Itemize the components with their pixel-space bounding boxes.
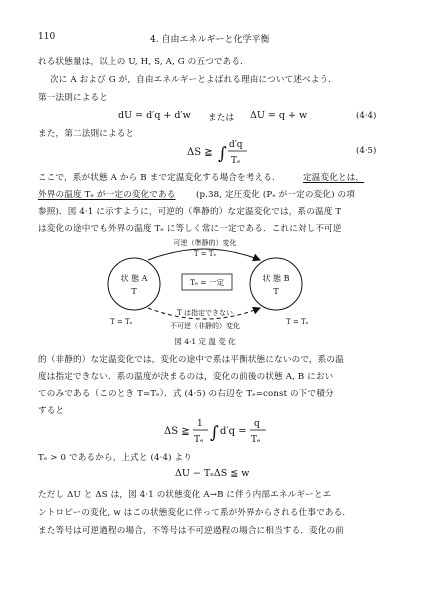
text-line: ここで，系が状態 A から B まで定温変化する場合を考える．	[38, 173, 281, 183]
text-line: ントロピーの変化, w はこの状態変化に伴って系が外界からされる仕事である．	[38, 508, 352, 518]
text-line-underlined: 外界の温度 Tₑ が一定の変化である	[38, 190, 176, 200]
integral-sign: ∫	[210, 423, 219, 443]
eq-lhs: ΔS ≧	[164, 426, 190, 437]
top-arrow-label-2: T = Tₑ	[193, 250, 217, 258]
eq-denominator: Tₑ	[231, 156, 241, 166]
eq-numerator: d′q	[229, 140, 243, 150]
text-line: 参照)．図 4·1 に示すように，可逆的（準静的）な定温変化では，系の温度 T	[38, 207, 342, 217]
state-b-temp: T	[273, 287, 279, 296]
eq-integrand: d′q =	[220, 426, 247, 437]
right-condition: T = Tₑ	[286, 318, 309, 326]
text-line: 度は指定できない．系の温度が決まるのは，変化の前後の状態 A, B におい	[38, 372, 334, 382]
figure-4-1	[90, 236, 340, 348]
state-b-circle	[250, 258, 302, 310]
equation-4-4-left: dU = d′q + d′w	[118, 110, 191, 121]
eq-rhs-denominator: Tₑ	[251, 435, 261, 445]
equation-4-5	[185, 135, 255, 167]
state-a-circle	[108, 258, 160, 310]
equation-final: ΔU − TₑΔS ≦ w	[175, 468, 250, 479]
equation-integrated	[162, 413, 272, 447]
figure-caption: 図 4·1 定 温 変 化	[174, 337, 236, 346]
equation-4-4-connector: または	[208, 113, 235, 123]
page-number: 110	[38, 32, 56, 42]
eq-rhs-numerator: q	[254, 419, 260, 429]
text-line: れる状態量は，以上の U, H, S, A, G の五つである．	[38, 57, 249, 67]
text-line: てのみである（このとき T=Tₑ）．式 (4·5) の右辺を Tₑ=const の下で積分	[38, 389, 334, 399]
text-line: 次に A および G が，自由エネルギーとよばれる理由について述べよう．	[50, 75, 338, 85]
eq-lhs: ΔS ≧	[187, 147, 213, 158]
state-b-label: 状 態 B	[262, 274, 290, 283]
text-line: Tₑ > 0 であるから，上式と (4·4) より	[38, 453, 193, 463]
chapter-title: 4. 自由エネルギーと化学平衡	[150, 35, 270, 45]
text-line: 第一法則によると	[38, 93, 108, 103]
text-line: また等号は可逆過程の場合，不等号は不可逆過程の場合に相当する．変化の前	[38, 526, 345, 536]
text-line: また，第二法則によると	[38, 129, 135, 139]
text-line: すると	[38, 406, 65, 416]
eq-coef-numerator: 1	[197, 419, 203, 429]
equation-number: (4·4)	[356, 111, 377, 121]
bottom-arrow-label-1: T は指定できない	[177, 309, 233, 317]
box-label: Tₑ = 一定	[190, 278, 224, 287]
text-line: 的（非静的）な定温変化では，変化の途中で系は平衡状態にないので，系の温	[38, 355, 344, 365]
eq-coef-denominator: Tₑ	[194, 435, 204, 445]
integral-sign: ∫	[218, 144, 227, 164]
state-a-temp: T	[131, 287, 137, 296]
top-arrow-label-1: 可逆（準静的）変化	[173, 239, 237, 247]
left-condition: T = Tₑ	[110, 318, 133, 326]
text-line-underlined: 定温変化とは，	[303, 173, 365, 183]
equation-number: (4·5)	[356, 146, 377, 156]
equation-4-4-right: ΔU = q + w	[250, 110, 308, 121]
text-line: (p.38, 定圧変化 (Pₑ が一定の変化) の項	[196, 190, 356, 200]
text-line: ただし ΔU と ΔS は，図 4·1 の状態変化 A→B に伴う内部エネルギーとエ	[38, 490, 332, 500]
text-line: は変化の途中でも外界の温度 Tₑ に等しく常に一定である．これに対し不可逆	[38, 224, 342, 234]
bottom-arrow-label-2: 不可逆（非静的）変化	[170, 322, 240, 330]
state-a-label: 状 態 A	[120, 274, 148, 283]
